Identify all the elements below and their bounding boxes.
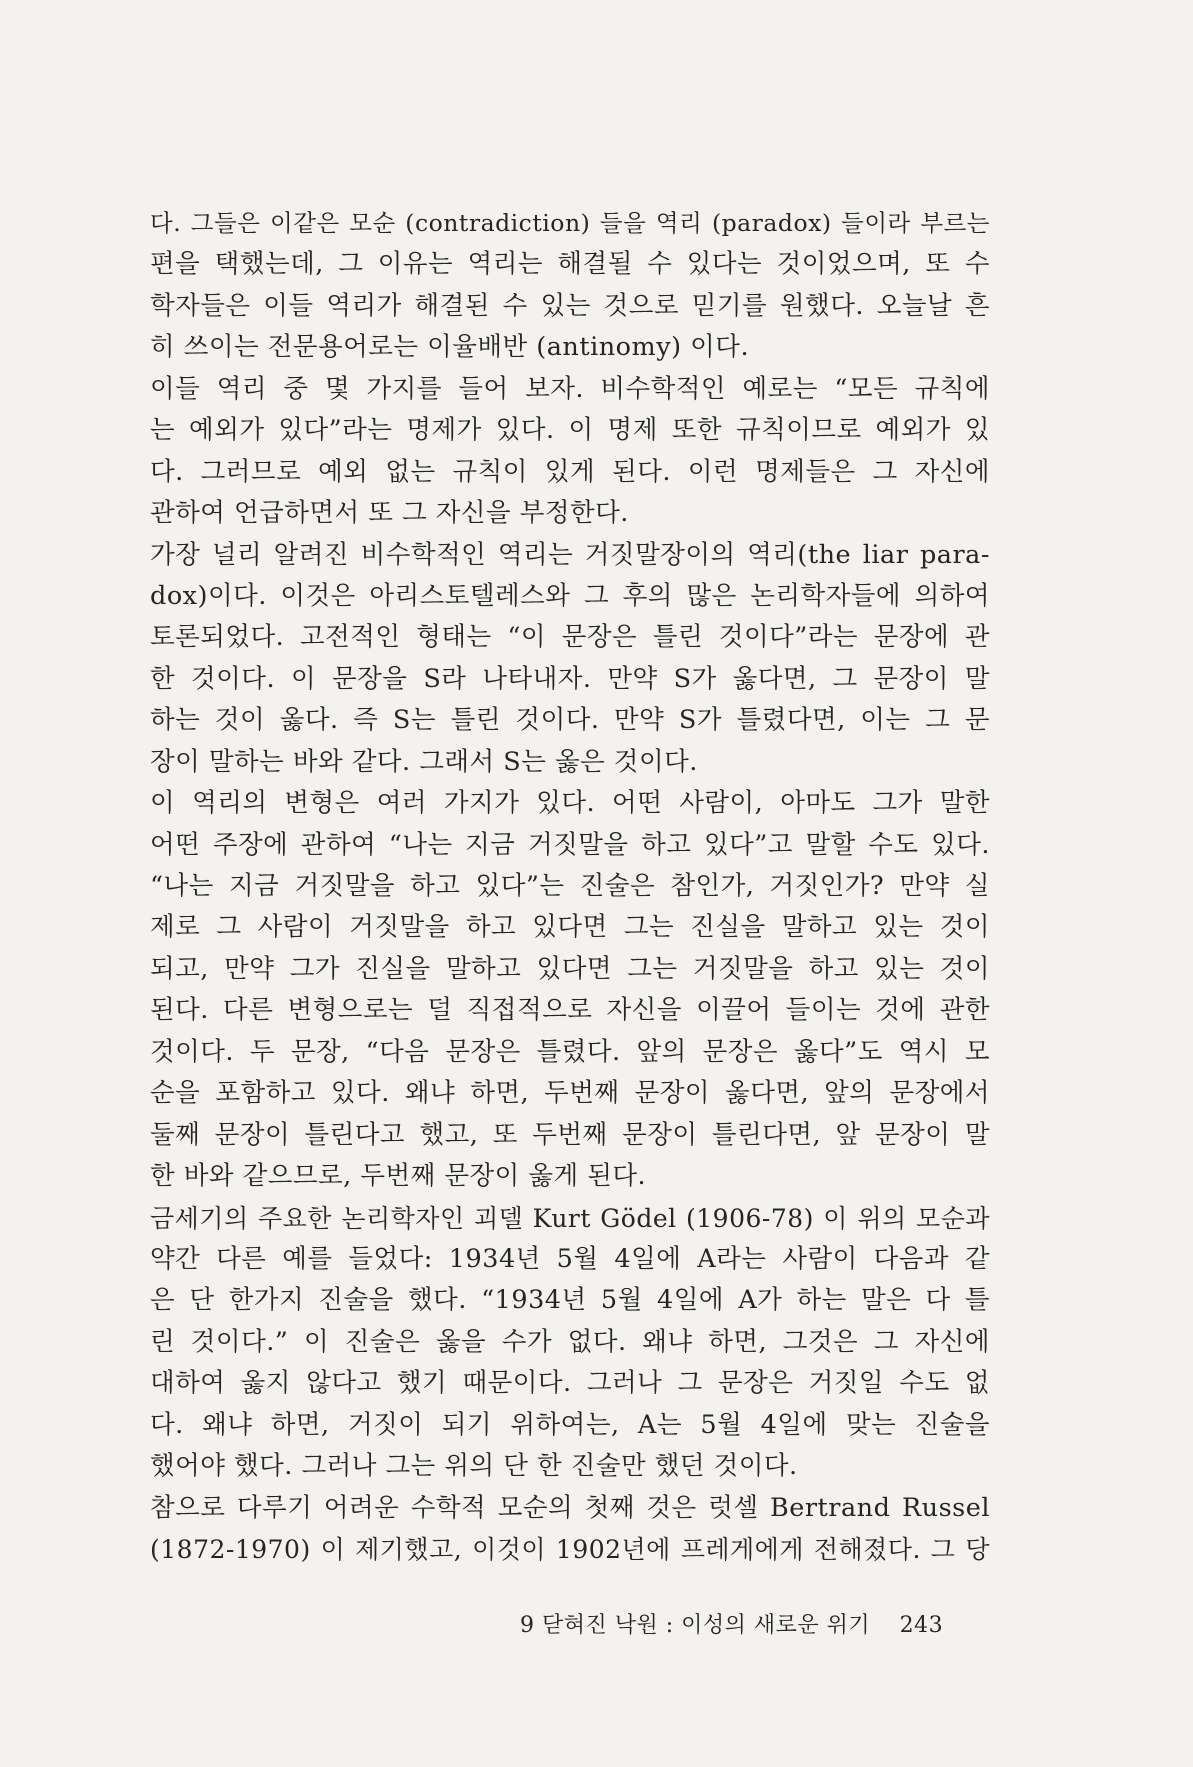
text-line: 한 바와 같으므로, 두번째 문장이 옳게 된다. bbox=[150, 1161, 647, 1192]
text-line: 참으로 다루기 어려운 수학적 모순의 첫째 것은 럿셀 Bertrand Russel bbox=[150, 1492, 990, 1523]
text-line: 이 역리의 변형은 여러 가지가 있다. 어떤 사람이, 아마도 그가 말한 bbox=[150, 788, 990, 819]
text-line: 는 예외가 있다”라는 명제가 있다. 이 명제 또한 규칙이므로 예외가 있 bbox=[150, 415, 990, 446]
text-line: 대하여 옳지 않다고 했기 때문이다. 그러나 그 문장은 거짓일 수도 없 bbox=[150, 1368, 990, 1399]
text-line: dox)이다. 이것은 아리스토텔레스와 그 후의 많은 논리학자들에 의하여 bbox=[150, 580, 990, 611]
text-line: “나는 지금 거짓말을 하고 있다”는 진술은 참인가, 거짓인가? 만약 실 bbox=[150, 871, 990, 901]
text-line: 가장 널리 알려진 비수학적인 역리는 거짓말장이의 역리(the liar para- bbox=[150, 539, 990, 570]
text-line: 어떤 주장에 관하여 “나는 지금 거짓말을 하고 있다”고 말할 수도 있다. bbox=[150, 829, 990, 860]
text-line: 금세기의 주요한 논리학자인 괴델 Kurt Gödel (1906-78) 이 위의 모순과 bbox=[150, 1203, 990, 1233]
text-line: 장이 말하는 바와 같다. 그래서 S는 옳은 것이다. bbox=[150, 746, 698, 777]
text-line: 약간 다른 예를 들었다: 1934년 5월 4일에 A라는 사람이 다음과 같 bbox=[150, 1243, 990, 1274]
text-line: 제로 그 사람이 거짓말을 하고 있다면 그는 진실을 말하고 있는 것이 bbox=[150, 912, 990, 943]
page-number: 243 bbox=[899, 1613, 944, 1638]
text-line: 토론되었다. 고전적인 형태는 “이 문장은 틀린 것이다”라는 문장에 관 bbox=[150, 622, 990, 653]
text-line: 것이다. 두 문장, “다음 문장은 틀렸다. 앞의 문장은 옳다”도 역시 모 bbox=[150, 1036, 990, 1067]
text-line: 순을 포함하고 있다. 왜냐 하면, 두번째 문장이 옳다면, 앞의 문장에서 bbox=[150, 1078, 990, 1109]
text-line: 편을 택했는데, 그 이유는 역리는 해결될 수 있다는 것이었으며, 또 수 bbox=[150, 249, 990, 280]
text-line: 하는 것이 옳다. 즉 S는 틀린 것이다. 만약 S가 틀렸다면, 이는 그 문 bbox=[150, 705, 990, 736]
text-line: 관하여 언급하면서 또 그 자신을 부정한다. bbox=[150, 498, 629, 529]
chapter-title: 9 닫혀진 낙원 : 이성의 새로운 위기 bbox=[520, 1613, 871, 1638]
text-line: 둘째 문장이 틀린다고 했고, 또 두번째 문장이 틀린다면, 앞 문장이 말 bbox=[150, 1119, 990, 1150]
text-line: 된다. 다른 변형으로는 덜 직접적으로 자신을 이끌어 들이는 것에 관한 bbox=[150, 995, 990, 1026]
text-line: 다. 그러므로 예외 없는 규칙이 있게 된다. 이런 명제들은 그 자신에 bbox=[150, 456, 990, 487]
text-line: 히 쓰이는 전문용어로는 이율배반 (antinomy) 이다. bbox=[150, 332, 750, 363]
body-text bbox=[150, 203, 990, 1570]
running-footer bbox=[520, 1608, 990, 1639]
text-line: 은 단 한가지 진술을 했다. “1934년 5월 4일에 A가 하는 말은 다 틀 bbox=[150, 1285, 990, 1316]
text-line: 학자들은 이들 역리가 해결된 수 있는 것으로 믿기를 원했다. 오늘날 흔 bbox=[150, 290, 990, 321]
text-line: 다. 그들은 이같은 모순 (contradiction) 들을 역리 (paradox) 들이라 부르는 bbox=[150, 209, 990, 237]
text-line: 이들 역리 중 몇 가지를 들어 보자. 비수학적인 예로는 “모든 규칙에 bbox=[150, 373, 990, 404]
text-line: 다. 왜냐 하면, 거짓이 되기 위하여는, A는 5월 4일에 맞는 진술을 bbox=[150, 1409, 990, 1440]
text-line: 되고, 만약 그가 진실을 말하고 있다면 그는 거짓말을 하고 있는 것이 bbox=[150, 953, 990, 984]
text-line: 한 것이다. 이 문장을 S라 나타내자. 만약 S가 옳다면, 그 문장이 말 bbox=[150, 663, 990, 694]
text-line: 린 것이다.” 이 진술은 옳을 수가 없다. 왜냐 하면, 그것은 그 자신에 bbox=[150, 1326, 990, 1357]
text-line: 했어야 했다. 그러나 그는 위의 단 한 진술만 했던 것이다. bbox=[150, 1451, 798, 1482]
text-line: (1872-1970) 이 제기했고, 이것이 1902년에 프레게에게 전해졌다. 그 당 bbox=[150, 1535, 990, 1564]
